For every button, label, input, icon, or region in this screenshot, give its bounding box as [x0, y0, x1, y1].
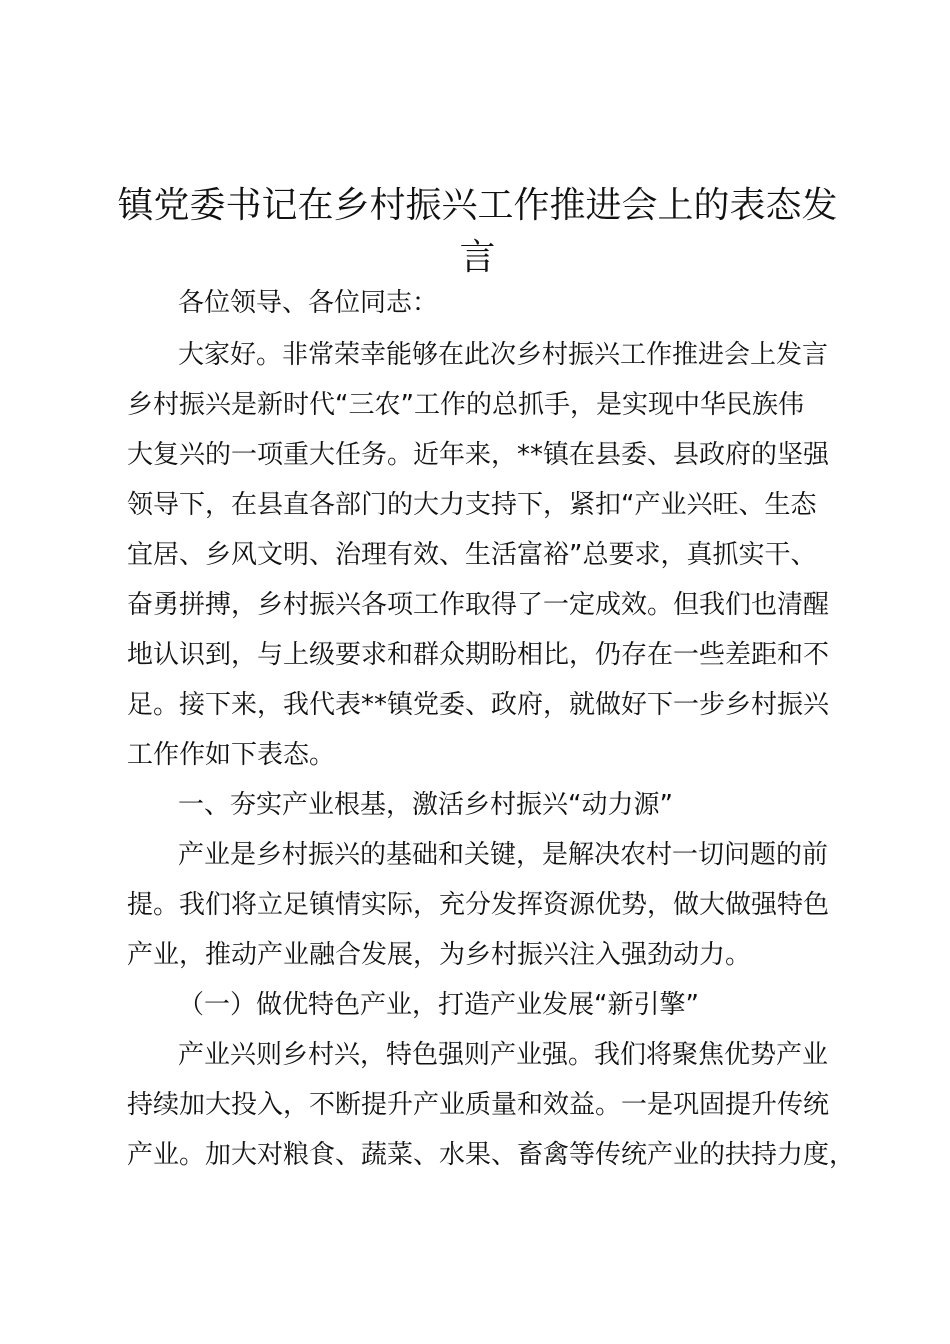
body-line: 大复兴的一项重大任务。近年来，**镇在县委、县政府的坚强 — [127, 440, 830, 470]
subsection-heading: （一）做优特色产业，打造产业发展“新引擎” — [178, 990, 699, 1020]
body-line: 产业。加大对粮食、蔬菜、水果、畜禽等传统产业的扶持力度， — [127, 1140, 856, 1170]
body-line: 产业是乡村振兴的基础和关键，是解决农村一切问题的前 — [178, 840, 829, 870]
body-line: 乡村振兴是新时代“三农”工作的总抓手，是实现中华民族伟 — [127, 390, 804, 420]
title-line-2: 言 — [459, 237, 496, 278]
body-line: 宜居、乡风文明、治理有效、生活富裕”总要求，真抓实干、 — [127, 540, 817, 570]
body-line: 产业兴则乡村兴，特色强则产业强。我们将聚焦优势产业 — [178, 1040, 829, 1070]
body-line: 提。我们将立足镇情实际，充分发挥资源优势，做大做强特色 — [127, 890, 830, 920]
body-line: 足。接下来，我代表**镇党委、政府，就做好下一步乡村振兴 — [127, 690, 830, 720]
body-line: 地认识到，与上级要求和群众期盼相比，仍存在一些差距和不 — [127, 640, 830, 670]
salutation: 各位领导、各位同志： — [178, 288, 439, 318]
title-line-1: 镇党委书记在乡村振兴工作推进会上的表态发 — [117, 185, 838, 226]
body-line: 领导下，在县直各部门的大力支持下，紧扣“产业兴旺、生态 — [127, 490, 817, 520]
body-line: 奋勇拼搏，乡村振兴各项工作取得了一定成效。但我们也清醒 — [127, 590, 830, 620]
body-line: 产业，推动产业融合发展，为乡村振兴注入强劲动力。 — [127, 940, 752, 970]
body-line: 工作作如下表态。 — [127, 740, 336, 770]
section-heading: 一、夯实产业根基，激活乡村振兴“动力源” — [178, 790, 673, 820]
body-line: 持续加大投入，不断提升产业质量和效益。一是巩固提升传统 — [127, 1090, 830, 1120]
document-title — [115, 180, 840, 284]
body-line: 大家好。非常荣幸能够在此次乡村振兴工作推进会上发言 — [178, 340, 829, 370]
